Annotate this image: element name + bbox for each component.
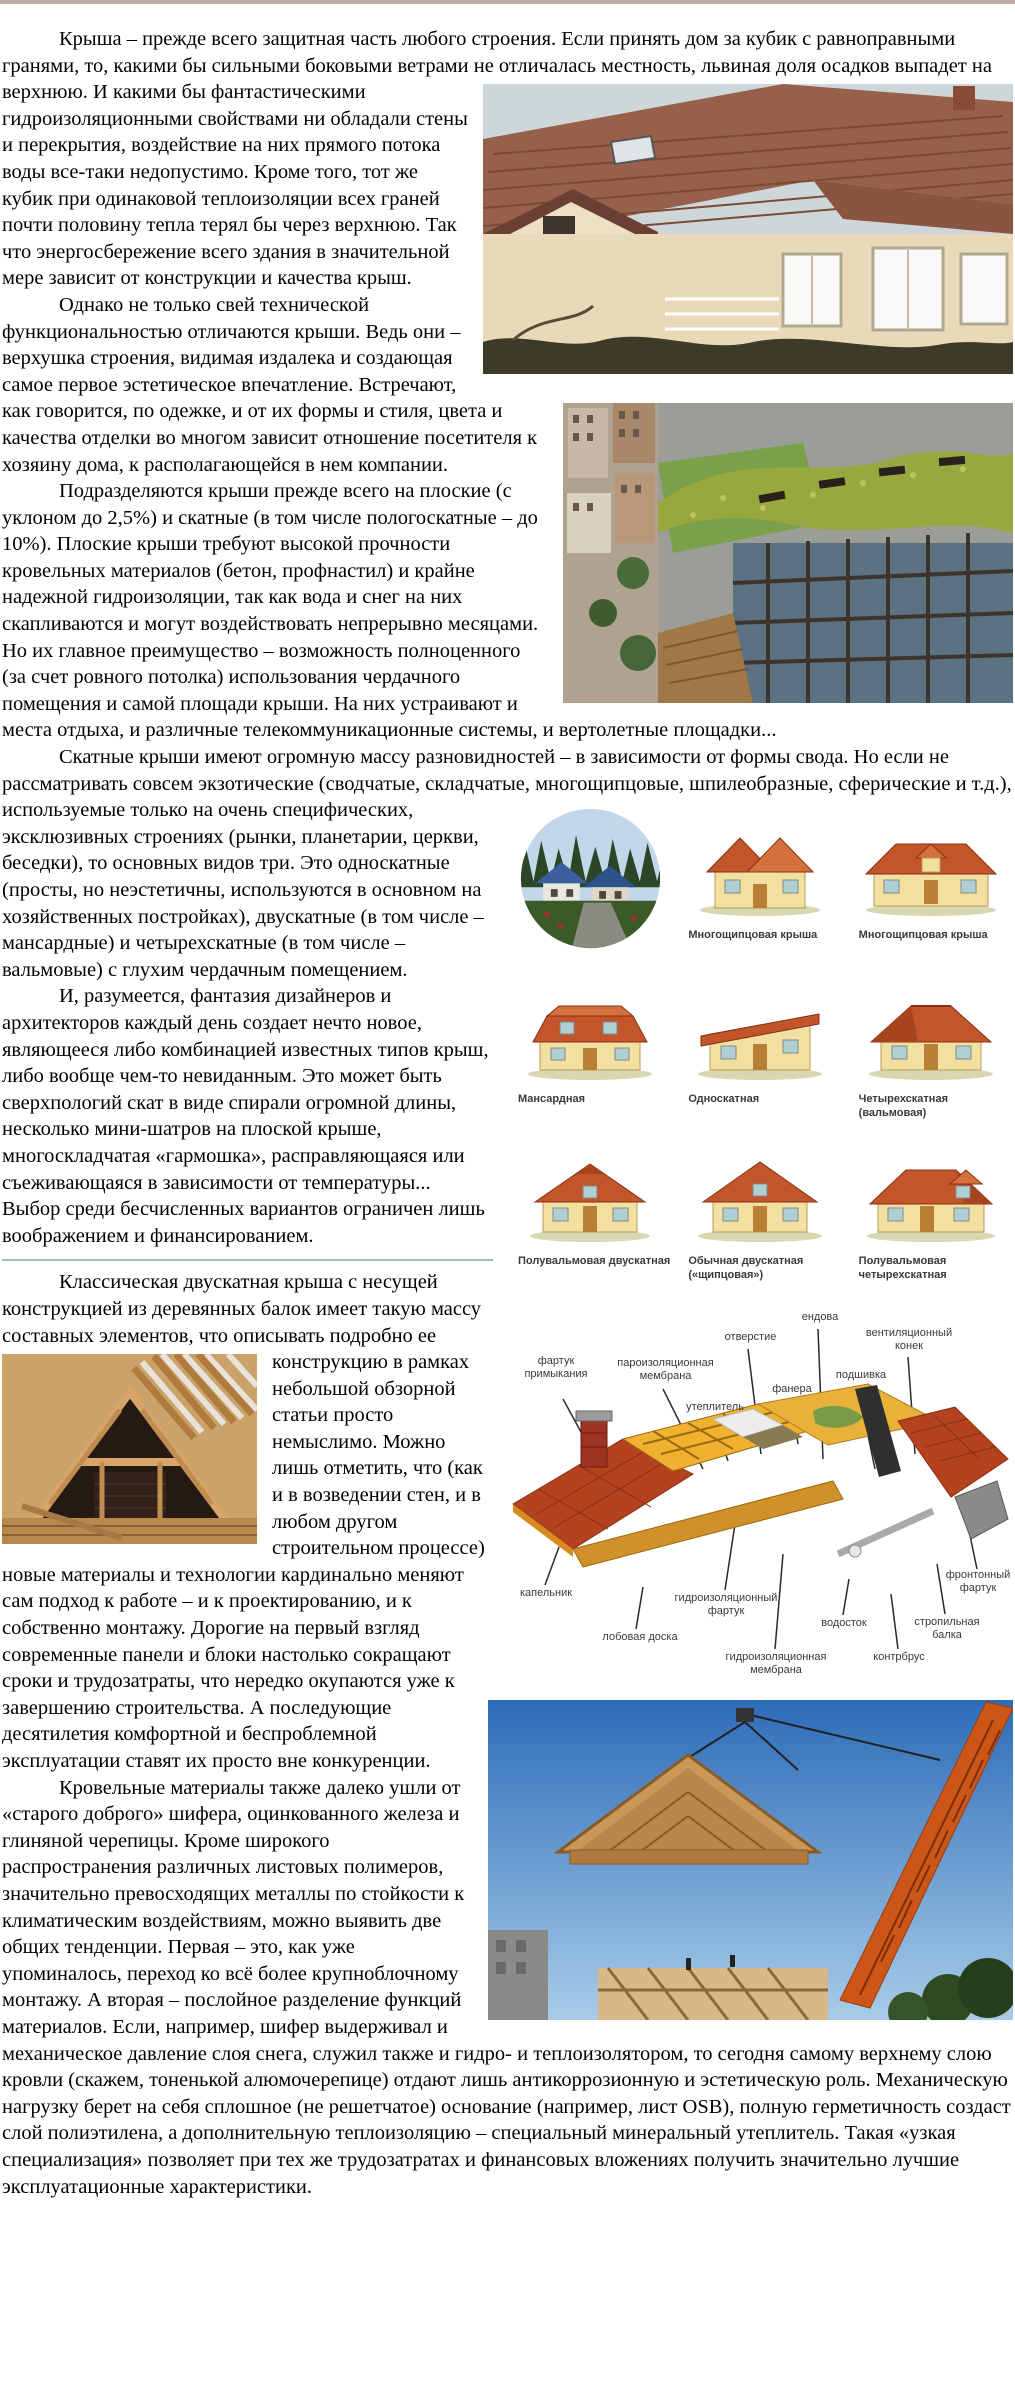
article-content: [0, 4, 1015, 2200]
paragraph-classic-gable-roof: [2, 1269, 1013, 1774]
roof-type-caption: Односкатная: [688, 1093, 760, 1106]
roof-type-cell: [678, 968, 842, 1120]
text-segment: трудозатраты, что нередко окупаются уже к завершению строительства. А последующие десятилетия комфортной и беспроблемной эксплуатации ставят их просто вне конкуренции.: [2, 1670, 455, 1772]
text-segment: стиля, цвета и качества отделки во многом зависит отношение посетителя к хозяину дома, к располагающейся в нем компании.: [2, 400, 538, 476]
construction-label: утеплитель: [686, 1401, 744, 1414]
half-hip-four-slope-house-illustration: [849, 1130, 1013, 1248]
roof-type-caption: Четырехскатная (вальмовая): [858, 1093, 948, 1120]
roof-type-cell: [849, 804, 1013, 958]
roof-type-cell: [678, 1130, 842, 1282]
crane-roof-panel-photo: [488, 1700, 1013, 2020]
roof-type-cell: [508, 1130, 672, 1282]
construction-label: гидроизоляционная мембрана: [725, 1651, 827, 1677]
text-segment: шпилеобразные, сферические и т.д.), используемые только на очень специфических, эксклюзивных строениях (рынки, планетарии, церкви, беседки), то основных видов три. Это односкатные (просты, но неэстетичны, используются в основном на хозяйственных постройках), двускатные (в том числе – мансардные) и четырехскатные (в том числе – вальмовые) с глухим чердачным помещением.: [2, 772, 1012, 981]
cottage-photo-oval: [508, 804, 672, 952]
text-segment: Скатные крыши имеют огромную массу разновидностей – в зависимости от формы свода. Но если не рассматривать совсем экзотические (сводчатые, складчатые, многощипцовые,: [2, 746, 949, 795]
construction-label: контрбрус: [873, 1651, 925, 1664]
roof-type-caption: Мансардная: [518, 1093, 586, 1106]
construction-label: гидроизоляционный фартук: [674, 1592, 778, 1618]
section-divider: [2, 1259, 493, 1261]
construction-label: фанера: [772, 1383, 812, 1396]
paragraph-roof-protection: [2, 26, 1013, 292]
text-segment: небольшой обзорной статьи просто немыслимо. Можно лишь отметить, что (как и в возведении стен, и в любом другом строительном процессе) новые материалы и технологии кардинально меняют сам подход к работе – и к проектированию, и к собственно монтажу. Дорогие на первый взгляд современные панели и блоки настолько сокращают сроки и: [2, 1377, 485, 1693]
construction-label: подшивка: [835, 1369, 887, 1382]
roof-type-caption: Многощипцовая крыша: [858, 929, 988, 942]
roof-type-cell: [849, 968, 1013, 1120]
multi-gable-long-house-illustration: [849, 804, 1013, 922]
text-segment: Классическая двускатная крыша с несущей конструкцией из деревянных балок имеет такую массу составных элементов, что описывать подробно ее конструкцию в рамках: [2, 1271, 482, 1374]
text-segment: И, разумеется, фантазия дизайнеров и архитекторов каждый день создает нечто новое, являющееся либо комбинацией известных типов крыш, либо вообще чем-то невиданным. Это может быть сверхпологий скат в виде спирали огромной длины, несколько мини-шатров на плоской крыше, многоскладчатая «гармошка», расправляющаяся или съеживающаяся в зависимости от температуры... Выбор среди бесчисленных вариантов ограничен лишь воображением и финансированием.: [2, 985, 489, 1247]
construction-label: фронтонный фартук: [945, 1569, 1011, 1595]
roof-type-caption: [508, 952, 518, 958]
half-hip-gable-house-illustration: [508, 1130, 672, 1248]
roof-construction-diagram: [503, 1299, 1013, 1684]
text-segment: львиная доля осадков выпадет на верхнюю. И какими бы фантастическими гидроизоляционными свойствами ни обладали стены и перекрытия, воздействие на них прямого потока воды все-таки недопустимо. Кроме того, тот же кубик при одинаковой теплоизоляции всех граней почти половину тепла терял бы через верхнюю. Так что энергосбережение всего здания в значительной мере зависит от конструкции и качества крыш.: [2, 54, 992, 290]
text-segment: Кровельные материалы также далеко ушли от «старого доброго» шифера, оцинкованного железа и глиняной черепицы. Кроме широкого распространения различных листовых полимеров, значительно превосходящих металлы по стойкости к климатическим воздействиям, можно выявить две общих тенденции. Первая – это, как уже упоминалось, переход ко всё более крупноблочному монтажу. А вторая – послойное разделение функций материалов. Если, например, шифер выдерживал и механическое давление слоя снега, служил также и гидро- и теплоизолятором, то сегодня самому верхнему слою кровли (скажем, тоненькой алюмочерепице) отдают лишь антикоррозионную и эстетическую роль. Механическую нагрузку берет на себя сплошное (не решетчатое) основание (например, лист OSB), полную герметичность создаст слой полиэтилена, а дополнительную теплоизоляцию – специальный минеральный утеплитель. Такая «узкая специализация» позволяет при тех же трудозатратах и финансовых вложениях получить значительно лучшие эксплуатационные характеристики.: [2, 1776, 1011, 2198]
single-slope-house-illustration: [678, 968, 842, 1086]
construction-label: отверстие: [724, 1331, 777, 1344]
green-roof-photo: [563, 403, 1013, 703]
roof-type-cell: [849, 1130, 1013, 1282]
roof-type-caption: Обычная двускатная («щипцовая»): [688, 1255, 804, 1282]
construction-label: ендова: [801, 1311, 839, 1324]
mansard-house-illustration: [508, 968, 672, 1086]
roof-type-caption: Полувальмовая четырехскатная: [858, 1255, 947, 1282]
roof-type-cell: [678, 804, 842, 958]
construction-label: стропильная балка: [914, 1616, 980, 1642]
attic-rafters-photo: [2, 1354, 257, 1544]
multi-gable-house-illustration: [678, 804, 842, 922]
roof-type-cell: [508, 804, 672, 958]
text-segment: Крыша – прежде всего защитная часть любого строения. Если принять дом за кубик с равноправными гранями, то, какими бы сильными боковыми ветрами не отличалась местность,: [2, 28, 956, 77]
construction-label: пароизоляционная мембрана: [617, 1357, 714, 1383]
gable-house-illustration: [678, 1130, 842, 1248]
construction-label: вентиляционный конек: [865, 1327, 953, 1353]
construction-label: водосток: [821, 1617, 867, 1630]
house-roof-photo: [483, 84, 1013, 374]
text-segment: Подразделяются крыши прежде всего на плоские (с уклоном до 2,5%) и скатные (в том числе пологоскатные – до 10%). Плоские крыши требуют высокой прочности кровельных материалов (бетон, профнастил) и крайне надежной гидроизоляции, так как вода и снег на них скапливаются и могут воздействовать непрерывно месяцами. Но их главное преимущество – возможность полноценного (за счет ровного потолка) использования чердачного помещения и самой площади крыши. На них устраивают и места отдыха, и различные телекоммуникационные системы, и вертолетные площадки...: [2, 480, 777, 742]
roof-type-cell: [508, 968, 672, 1120]
hip-roof-house-illustration: [849, 968, 1013, 1086]
text-segment: Однако не только свей технической функциональностью отличаются крыши. Ведь они – верхушка строения, видимая издалека и создающая самое первое эстетическое впечатление. Встречают, как говорится, по одежке, и от их формы и: [2, 293, 461, 423]
construction-label: фартук примыкания: [524, 1355, 588, 1381]
construction-label: капельник: [519, 1587, 573, 1600]
roof-type-caption: Полувальмовая двускатная: [518, 1255, 671, 1268]
roof-type-caption: Многощипцовая крыша: [688, 929, 818, 942]
construction-label: лобовая доска: [602, 1631, 678, 1644]
roof-types-diagram: [508, 802, 1013, 1284]
